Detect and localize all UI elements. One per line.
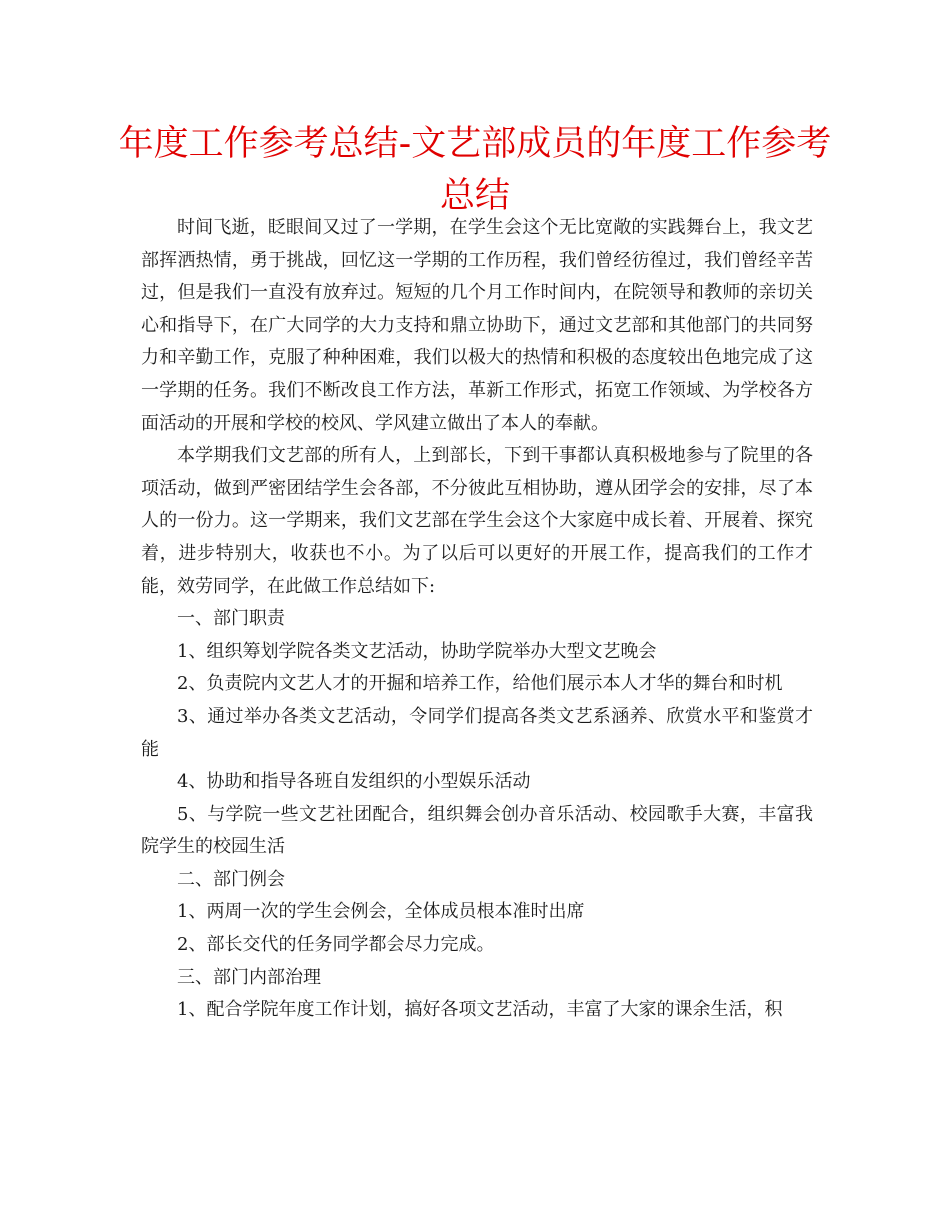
list-item-duty-2: 2、负责院内文艺人才的开掘和培养工作，给他们展示本人才华的舞台和时机: [177, 673, 783, 695]
section-heading-duties: 一、部门职责: [177, 608, 285, 630]
list-item-duty-4: 4、协助和指导各班自发组织的小型娱乐活动: [177, 771, 531, 793]
document-body: [141, 212, 813, 1027]
list-item-meeting-2: 2、部长交代的任务同学都会尽力完成。: [177, 934, 495, 956]
paragraph-intro: 时间飞逝，眨眼间又过了一学期，在学生会这个无比宽敞的实践舞台上，我文艺部挥洒热情，勇于挑战，回忆这一学期的工作历程，我们曾经彷徨过，我们曾经辛苦过，但是我们一直没有放弃过。短短的几个月工作时间内，在院领导和教师的亲切关心和指导下，在广大同学的大力支持和鼎立协助下，通过文艺部和其他部门的共同努力和辛勤工作，克服了种种困难，我们以极大的热情和积极的态度较出色地完成了这一学期的任务。我们不断改良工作方法，革新工作形式，拓宽工作领域、为学校各方面活动的开展和学校的校风、学风建立做出了本人的奉献。: [141, 217, 813, 434]
document-title: 年度工作参考总结-文艺部成员的年度工作参考总结: [118, 124, 832, 216]
list-item-management-1: 1、配合学院年度工作计划，搞好各项文艺活动，丰富了大家的课余生活，积: [177, 999, 783, 1021]
paragraph-summary: 本学期我们文艺部的所有人，上到部长，下到干事都认真积极地参与了院里的各项活动，做到严密团结学生会各部，不分彼此互相协助，遵从团学会的安排，尽了本人的一份力。这一学期来，我们文艺部在学生会这个大家庭中成长着、开展着、探究着，进步特别大，收获也不小。为了以后可以更好的开展工作，提高我们的工作才能，效劳同学，在此做工作总结如下:: [141, 445, 813, 597]
list-item-duty-1: 1、组织筹划学院各类文艺活动，协助学院举办大型文艺晚会: [177, 640, 657, 662]
section-heading-management: 三、部门内部治理: [177, 966, 321, 988]
list-item-meeting-1: 1、两周一次的学生会例会，全体成员根本准时出席: [177, 901, 585, 923]
section-heading-meetings: 二、部门例会: [177, 868, 285, 890]
list-item-duty-3: 3、通过举办各类文艺活动，令同学们提高各类文艺系涵养、欣赏水平和鉴赏才能: [141, 705, 813, 760]
list-item-duty-5: 5、与学院一些文艺社团配合，组织舞会创办音乐活动、校园歌手大赛，丰富我院学生的校园生活: [141, 803, 813, 858]
